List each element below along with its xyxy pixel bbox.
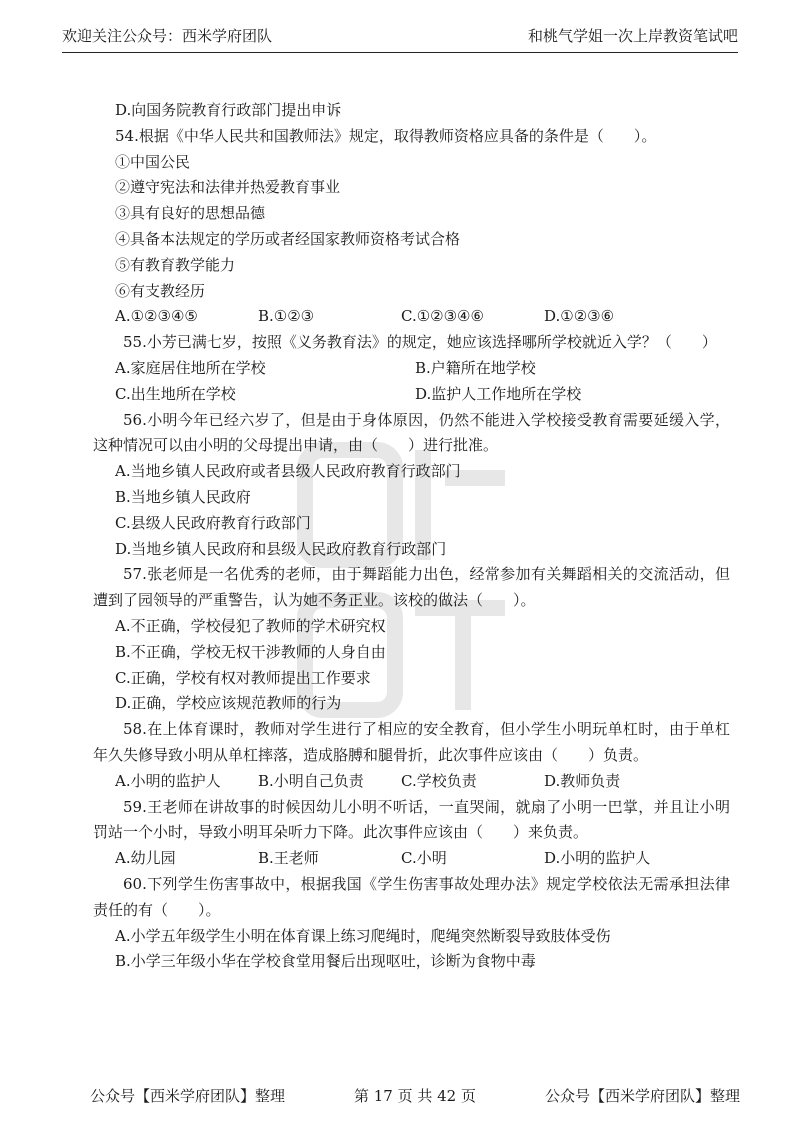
q54-option-b: B.①②③ (258, 307, 315, 326)
q58-option-a: A.小明的监护人 (115, 771, 221, 790)
q54-item-3: ③具有良好的思想品德 (115, 204, 266, 223)
footer-right: 公众号【西米学府团队】整理 (544, 1087, 740, 1105)
q57-option-a: A.不正确，学校侵犯了教师的学术研究权 (115, 616, 386, 635)
q59-option-d: D.小明的监护人 (544, 849, 651, 868)
q57-option-d: D.正确，学校应该规范教师的行为 (115, 694, 342, 713)
q54-option-d: D.①②③⑥ (544, 307, 615, 326)
q55-option-b: B.户籍所在地学校 (415, 358, 536, 377)
q54-item-2: ②遵守宪法和法律并热爱教育事业 (115, 178, 341, 197)
q53-option-d: D.向国务院教育行政部门提出申诉 (115, 101, 342, 119)
question-60: 60.下列学生伤害事故中，根据我国《学生伤害事故处理办法》规定学校依法无需承担法律责任的有（ ）。 (93, 874, 730, 919)
q54-item-1: ①中国公民 (115, 152, 191, 171)
q55-options-row1 (115, 356, 730, 382)
footer-left: 公众号【西米学府团队】整理 (90, 1087, 286, 1105)
q55-options-row2 (115, 382, 730, 408)
question-54: 54.根据《中华人民共和国教师法》规定，取得教师资格应具备的条件是（ ）。 (115, 126, 657, 145)
q54-item-5: ⑤有教育教学能力 (115, 255, 236, 274)
question-56: 56.小明今年已经六岁了，但是由于身体原因，仍然不能进入学校接受教育需要延缓入学，这种情况可以由小明的父母提出申请，由（ ）进行批准。 (93, 410, 730, 455)
q54-item-6: ⑥有支教经历 (115, 281, 206, 300)
q59-option-a: A.幼儿园 (115, 849, 176, 868)
question-59: 59.王老师在讲故事的时候因幼儿小明不听话，一直哭闹，就扇了小明一巴掌，并且让小明罚站一个小时，导致小明耳朵听力下降。此次事件应该由（ ）来负责。 (93, 797, 730, 842)
q57-option-c: C.正确，学校有权对教师提出工作要求 (115, 668, 371, 687)
question-55: 55.小芳已满七岁，按照《义务教育法》的规定，她应该选择哪所学校就近入学？（ ） (123, 333, 717, 352)
q54-options (115, 304, 730, 330)
q54-option-a: A.①②③④⑤ (115, 307, 198, 326)
q57-option-b: B.不正确，学校无权干涉教师的人身自由 (115, 642, 386, 661)
q58-options (115, 769, 730, 795)
q55-option-a: A.家庭居住地所在学校 (115, 358, 266, 377)
q56-option-c: C.县级人民政府教育行政部门 (115, 513, 311, 532)
page-header (62, 22, 738, 53)
page-footer (90, 1085, 740, 1106)
page-number: 第 17 页 共 42 页 (353, 1087, 476, 1105)
q59-option-c: C.小明 (401, 849, 447, 868)
q54-option-c: C.①②③④⑥ (401, 307, 484, 326)
q59-options (115, 846, 730, 872)
q56-option-b: B.当地乡镇人民政府 (115, 487, 251, 506)
q54-item-4: ④具备本法规定的学历或者经国家教师资格考试合格 (115, 229, 461, 248)
q60-option-b: B.小学三年级小华在学校食堂用餐后出现呕吐，诊断为食物中毒 (115, 952, 536, 971)
question-58: 58.在上体育课时，教师对学生进行了相应的安全教育，但小学生小明玩单杠时，由于单杠年久失修导致小明从单杠摔落，造成胳膊和腿骨折，此次事件应该由（ ）负责。 (93, 720, 730, 764)
question-57: 57.张老师是一名优秀的老师，由于舞蹈能力出色，经常参加有关舞蹈相关的交流活动，但遭到了园领导的严重警告，认为她不务正业。该校的做法（ ）。 (93, 565, 730, 610)
q56-option-d: D.当地乡镇人民政府和县级人民政府教育行政部门 (115, 539, 447, 558)
header-right: 和桃气学姐一次上岸教资笔试吧 (527, 27, 738, 45)
q55-option-c: C.出生地所在学校 (115, 384, 236, 403)
q60-option-a: A.小学五年级学生小明在体育课上练习爬绳时，爬绳突然断裂导致肢体受伤 (115, 926, 611, 945)
q55-option-d: D.监护人工作地所在学校 (415, 384, 582, 403)
q56-option-a: A.当地乡镇人民政府或者县级人民政府教育行政部门 (115, 462, 461, 481)
q58-option-c: C.学校负责 (401, 771, 477, 790)
q58-option-d: D.教师负责 (544, 771, 621, 790)
q58-option-b: B.小明自己负责 (258, 771, 364, 790)
header-left: 欢迎关注公众号：西米学府团队 (62, 27, 273, 45)
exam-content (93, 98, 730, 975)
q59-option-b: B.王老师 (258, 849, 319, 868)
